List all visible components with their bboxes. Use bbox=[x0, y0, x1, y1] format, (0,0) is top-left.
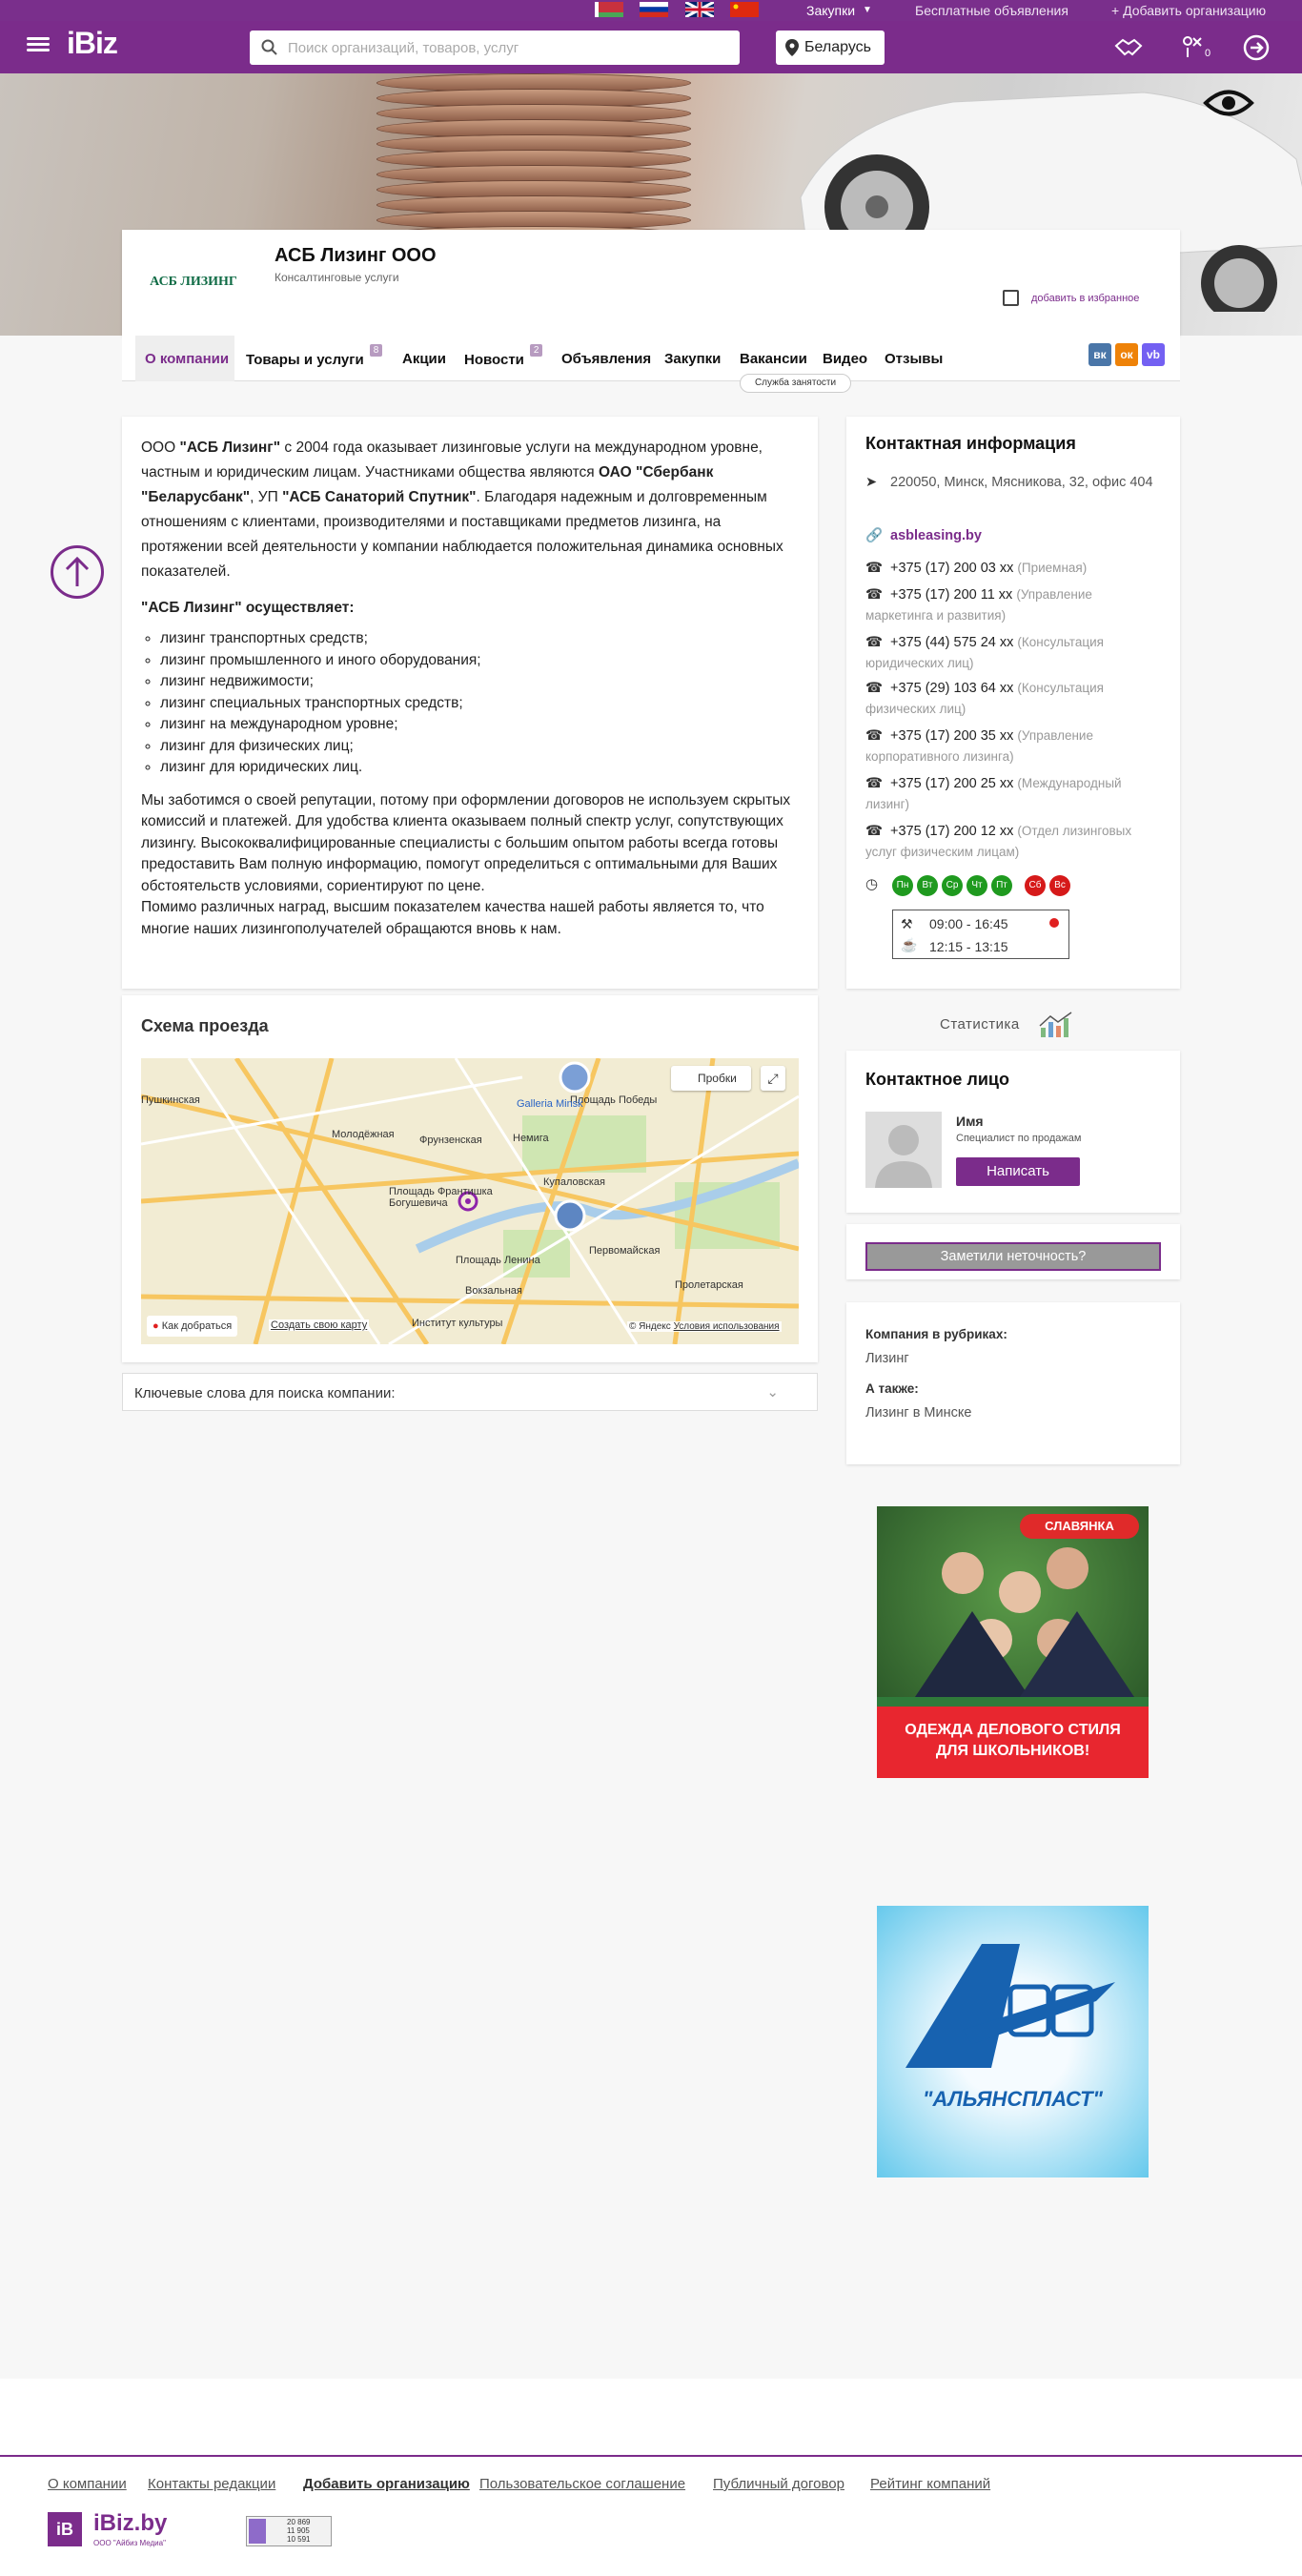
eye-icon[interactable] bbox=[1203, 87, 1254, 119]
scroll-up-button[interactable] bbox=[51, 545, 104, 599]
region-selector[interactable] bbox=[776, 31, 885, 65]
list-item: ◦ лизинг недвижимости; bbox=[160, 671, 799, 693]
rubric-link[interactable]: Лизинг bbox=[865, 1351, 909, 1366]
list-item: ◦ лизинг транспортных средств; bbox=[160, 628, 799, 650]
rubrics-label: Компания в рубриках: bbox=[865, 1327, 1007, 1341]
route-button[interactable]: ● Как добраться bbox=[147, 1316, 237, 1337]
alliansplast-logo bbox=[877, 1906, 1149, 2177]
keywords-label: Ключевые слова для поиска компании: bbox=[134, 1385, 396, 1401]
china-flag-icon[interactable] bbox=[730, 2, 759, 17]
company-header-card bbox=[122, 230, 1180, 336]
footer-link-contract[interactable]: Публичный договор bbox=[713, 2476, 844, 2492]
region-label: Беларусь bbox=[804, 39, 871, 55]
tab-purchases[interactable]: Закупки bbox=[664, 351, 722, 367]
list-item: ◦ лизинг на международном уровне; bbox=[160, 714, 799, 736]
add-to-favorites[interactable]: добавить в избранное bbox=[1031, 293, 1139, 304]
contact-person-title: Контактное лицо bbox=[865, 1070, 1009, 1089]
map-label-poi: Galleria Minsk bbox=[517, 1098, 583, 1110]
working-hours-popup bbox=[892, 910, 1069, 959]
add-organization-link[interactable]: + Добавить организацию bbox=[1111, 3, 1267, 18]
phone-icon: ☎ bbox=[865, 824, 884, 839]
list-item: ◦ лизинг для юридических лиц. bbox=[160, 757, 799, 779]
address: ➤ 220050, Минск, Мясникова, 32, офис 404 bbox=[865, 472, 1161, 493]
phone-line[interactable]: ☎ +375 (29) 103 64 хх (Консультация физических лиц) bbox=[865, 678, 1161, 720]
company-logo: АСБ ЛИЗИНГ bbox=[150, 275, 237, 289]
tools-icon: ⚒ bbox=[901, 916, 913, 931]
about-paragraph-3: Мы заботимся о своей репутации, потому при оформлении договоров не используем скрытых комиссий и платежей. Для удобства клиента оказываем полный спектр услуг, сопутствующих лизингу. Высококвалифицированные специалисты с большим опытом работы всегда готовы предоставить Вам полную информацию, помогут определиться с оптимальными для Ваших обстоятельств условиями, сориентируют по цене. bbox=[141, 791, 791, 894]
about-paragraph-1: ООО "АСБ Лизинг" с 2004 года оказывает лизинговые услуги на международном уровне, частным и юридическим лицам. Участниками общества являются ОАО "Сбербанк "Беларусбанк", УП "АСБ Санаторий Спутник". Благодаря надежным и долговременным отношениям с клиентами, производителями и поставщиками предметов лизинга, на протяжении всей деятельности у компании наблюдается положительная динамика основных показателей. bbox=[141, 440, 783, 580]
alliansplast-ad[interactable] bbox=[877, 1906, 1149, 2177]
keywords-dropdown[interactable] bbox=[122, 1373, 818, 1411]
tab-products[interactable]: Товары и услуги$^8$ bbox=[246, 336, 382, 381]
phone-icon: ☎ bbox=[865, 776, 884, 791]
location-arrow-icon: ➤ bbox=[865, 475, 878, 490]
compare-count: 0 bbox=[1205, 48, 1211, 59]
report-mistake-card bbox=[846, 1224, 1180, 1279]
map-section bbox=[122, 995, 818, 1362]
tab-video[interactable]: Видео bbox=[823, 351, 868, 367]
day-friday: Пт bbox=[991, 875, 1012, 896]
break-hours: 12:15 - 13:15 bbox=[929, 939, 1008, 954]
footer-link-about[interactable]: О компании bbox=[48, 2476, 127, 2492]
counter-value: 10 591 bbox=[287, 2535, 311, 2544]
vk-share-icon[interactable]: вк bbox=[1088, 343, 1111, 366]
footer-logo-sub: ООО "Айбиз Медиа" bbox=[93, 2539, 166, 2547]
counter-value: 11 905 bbox=[287, 2526, 310, 2535]
map-label-station: Институт культуры bbox=[412, 1318, 503, 1329]
also-rubric-link[interactable]: Лизинг в Минске bbox=[865, 1405, 972, 1421]
search-input[interactable] bbox=[250, 31, 740, 65]
phone-line[interactable]: ☎ +375 (17) 200 25 хх (Международный лизинг) bbox=[865, 773, 1161, 815]
chevron-down-icon: ⌄ bbox=[766, 1384, 779, 1400]
contact-info-card bbox=[846, 417, 1180, 989]
website-link[interactable]: 🔗 asbleasing.by bbox=[865, 525, 982, 546]
footer-logo-icon[interactable]: iB bbox=[48, 2512, 82, 2546]
belarus-flag-icon[interactable] bbox=[595, 2, 623, 17]
about-paragraph-4: Помимо различных наград, высшим показателем качества нашей работы является то, что многие наших лизингополучателей обращаются вновь к нам. bbox=[141, 899, 764, 937]
coins-image bbox=[376, 73, 691, 245]
top-strip bbox=[0, 0, 1302, 21]
ok-share-icon[interactable]: ок bbox=[1115, 343, 1138, 366]
clock-icon: ◷ bbox=[865, 876, 879, 892]
report-mistake-button[interactable]: Заметили неточность? bbox=[865, 1242, 1161, 1271]
tab-news[interactable]: Новости$^2$ bbox=[464, 336, 542, 381]
employment-service-tag[interactable]: Служба занятости bbox=[740, 374, 851, 393]
map-title: Схема проезда bbox=[141, 1016, 269, 1035]
chevron-down-icon[interactable]: ▼ bbox=[863, 5, 872, 15]
tab-about[interactable]: О компании bbox=[135, 336, 234, 381]
counter-logo-icon bbox=[249, 2519, 266, 2544]
slavyanka-ad[interactable] bbox=[877, 1506, 1149, 1778]
tab-promotions[interactable]: Акции bbox=[402, 351, 447, 367]
footer-link-add-org[interactable]: Добавить организацию bbox=[303, 2476, 470, 2492]
checkbox-icon[interactable] bbox=[1003, 290, 1019, 306]
site-footer bbox=[0, 2379, 1302, 2576]
phone-line[interactable]: ☎ +375 (17) 200 03 хх (Приемная) bbox=[865, 558, 1161, 579]
counter-value: 20 869 bbox=[287, 2518, 311, 2526]
map-label-station: Купаловская bbox=[543, 1176, 605, 1188]
day-saturday: Сб bbox=[1025, 875, 1046, 896]
slavyanka-brand: СЛАВЯНКА bbox=[1020, 1514, 1139, 1539]
rubrics-card bbox=[846, 1302, 1180, 1464]
day-wednesday: Ср bbox=[942, 875, 963, 896]
footer-link-rating[interactable]: Рейтинг компаний bbox=[870, 2476, 991, 2492]
footer-logo[interactable]: iBiz.by bbox=[93, 2510, 168, 2536]
coffee-icon: ☕ bbox=[901, 937, 918, 952]
list-item: ◦ лизинг для физических лиц; bbox=[160, 736, 799, 758]
about-paragraph-2: "АСБ Лизинг" осуществляет: bbox=[141, 600, 355, 616]
map-label-station: Пушкинская bbox=[141, 1094, 200, 1106]
arrow-up-icon bbox=[53, 548, 101, 596]
login-icon[interactable] bbox=[1241, 32, 1271, 63]
yandex-map[interactable] bbox=[141, 1058, 799, 1344]
tab-ads[interactable]: Объявления bbox=[561, 351, 652, 367]
terms-link[interactable]: Условия использования bbox=[673, 1321, 780, 1332]
map-label-station: Пролетарская bbox=[675, 1279, 743, 1291]
write-message-button[interactable]: Написать bbox=[956, 1157, 1080, 1186]
products-count-badge: 8 bbox=[370, 344, 383, 357]
statistics-link[interactable]: Статистика bbox=[940, 1011, 1079, 1039]
chart-icon bbox=[1037, 1011, 1079, 1039]
search-icon bbox=[261, 39, 278, 56]
company-category[interactable]: Консалтинговые услуги bbox=[275, 271, 399, 284]
map-label-station: Площадь Победы bbox=[570, 1094, 658, 1106]
alliansplast-name: "АЛЬЯНСПЛАСТ" bbox=[923, 2087, 1103, 2111]
tab-vacancies[interactable]: Вакансии bbox=[740, 351, 807, 367]
phone-icon: ☎ bbox=[865, 728, 884, 744]
list-item: ◦ лизинг специальных транспортных средств; bbox=[160, 693, 799, 715]
services-list bbox=[160, 628, 799, 779]
free-ads-link[interactable]: Бесплатные объявления bbox=[915, 3, 1068, 18]
phone-line[interactable]: ☎ +375 (44) 575 24 хх (Консультация юридических лиц) bbox=[865, 632, 1161, 674]
menu-icon[interactable] bbox=[27, 34, 50, 57]
work-hours: 09:00 - 16:45 bbox=[929, 916, 1008, 931]
day-thursday: Чт bbox=[966, 875, 987, 896]
phone-line[interactable]: ☎ +375 (17) 200 12 хх (Отдел лизинговых услуг физическим лицам) bbox=[865, 821, 1161, 863]
phone-icon: ☎ bbox=[865, 681, 884, 696]
map-label-station: Вокзальная bbox=[465, 1285, 522, 1297]
traffic-button[interactable]: Пробки bbox=[671, 1066, 751, 1091]
day-tuesday: Вт bbox=[917, 875, 938, 896]
phone-icon: ☎ bbox=[865, 587, 884, 603]
news-count-badge: 2 bbox=[530, 344, 543, 357]
company-name: АСБ Лизинг ООО bbox=[275, 245, 437, 266]
slavyanka-slogan: ОДЕЖДА ДЕЛОВОГО СТИЛЯ ДЛЯ ШКОЛЬНИКОВ! bbox=[877, 1707, 1149, 1778]
footer-link-contacts[interactable]: Контакты редакции bbox=[148, 2476, 276, 2492]
day-sunday: Вс bbox=[1049, 875, 1070, 896]
list-item: ◦ лизинг промышленного и иного оборудования; bbox=[160, 650, 799, 672]
search-placeholder: Поиск организаций, товаров, услуг bbox=[288, 40, 519, 56]
contact-person-name: Имя bbox=[956, 1114, 984, 1129]
viber-share-icon[interactable]: vb bbox=[1142, 343, 1165, 366]
day-monday: Пн bbox=[892, 875, 913, 896]
site-logo[interactable]: iBiz bbox=[67, 26, 117, 60]
map-label-station: Молодёжная bbox=[332, 1129, 395, 1140]
map-label-station: Первомайская bbox=[589, 1245, 661, 1257]
avatar bbox=[865, 1112, 942, 1188]
russia-flag-icon[interactable] bbox=[640, 2, 668, 17]
fullscreen-icon[interactable]: ⤢ bbox=[761, 1066, 785, 1091]
phone-line[interactable]: ☎ +375 (17) 200 35 хх (Управление корпоративного лизинга) bbox=[865, 726, 1161, 767]
contact-title: Контактная информация bbox=[865, 434, 1076, 453]
map-label-station: Площадь Франтишка Богушевича bbox=[389, 1186, 493, 1209]
footer-divider bbox=[0, 2455, 1302, 2457]
phone-line[interactable]: ☎ +375 (17) 200 11 хх (Управление маркетинга и развития) bbox=[865, 584, 1161, 626]
phone-icon: ☎ bbox=[865, 635, 884, 650]
create-map-link[interactable]: Создать свою карту bbox=[271, 1319, 368, 1331]
about-section bbox=[122, 417, 818, 989]
uk-flag-icon[interactable] bbox=[685, 2, 714, 17]
purchases-menu[interactable]: Закупки bbox=[806, 3, 856, 18]
handshake-icon[interactable] bbox=[1113, 32, 1144, 63]
map-copyright: © Яндекс Условия использования bbox=[629, 1321, 780, 1332]
footer-link-agreement[interactable]: Пользовательское соглашение bbox=[479, 2476, 686, 2492]
visit-counter[interactable] bbox=[246, 2516, 332, 2546]
closed-status-dot bbox=[1049, 918, 1059, 928]
contact-person-card bbox=[846, 1051, 1180, 1213]
company-tabs bbox=[122, 336, 1180, 381]
map-label-station: Фрунзенская bbox=[419, 1135, 482, 1146]
location-pin-icon bbox=[785, 39, 799, 56]
contact-person-role: Специалист по продажам bbox=[956, 1133, 1082, 1144]
pin-icon: ● bbox=[153, 1320, 159, 1332]
also-label: А также: bbox=[865, 1381, 919, 1396]
map-label-station: Немига bbox=[513, 1133, 549, 1144]
main-header bbox=[0, 21, 1302, 73]
link-icon: 🔗 bbox=[865, 528, 884, 543]
phone-icon: ☎ bbox=[865, 561, 884, 576]
tab-reviews[interactable]: Отзывы bbox=[885, 351, 944, 367]
map-label-station: Площадь Ленина bbox=[456, 1255, 540, 1266]
